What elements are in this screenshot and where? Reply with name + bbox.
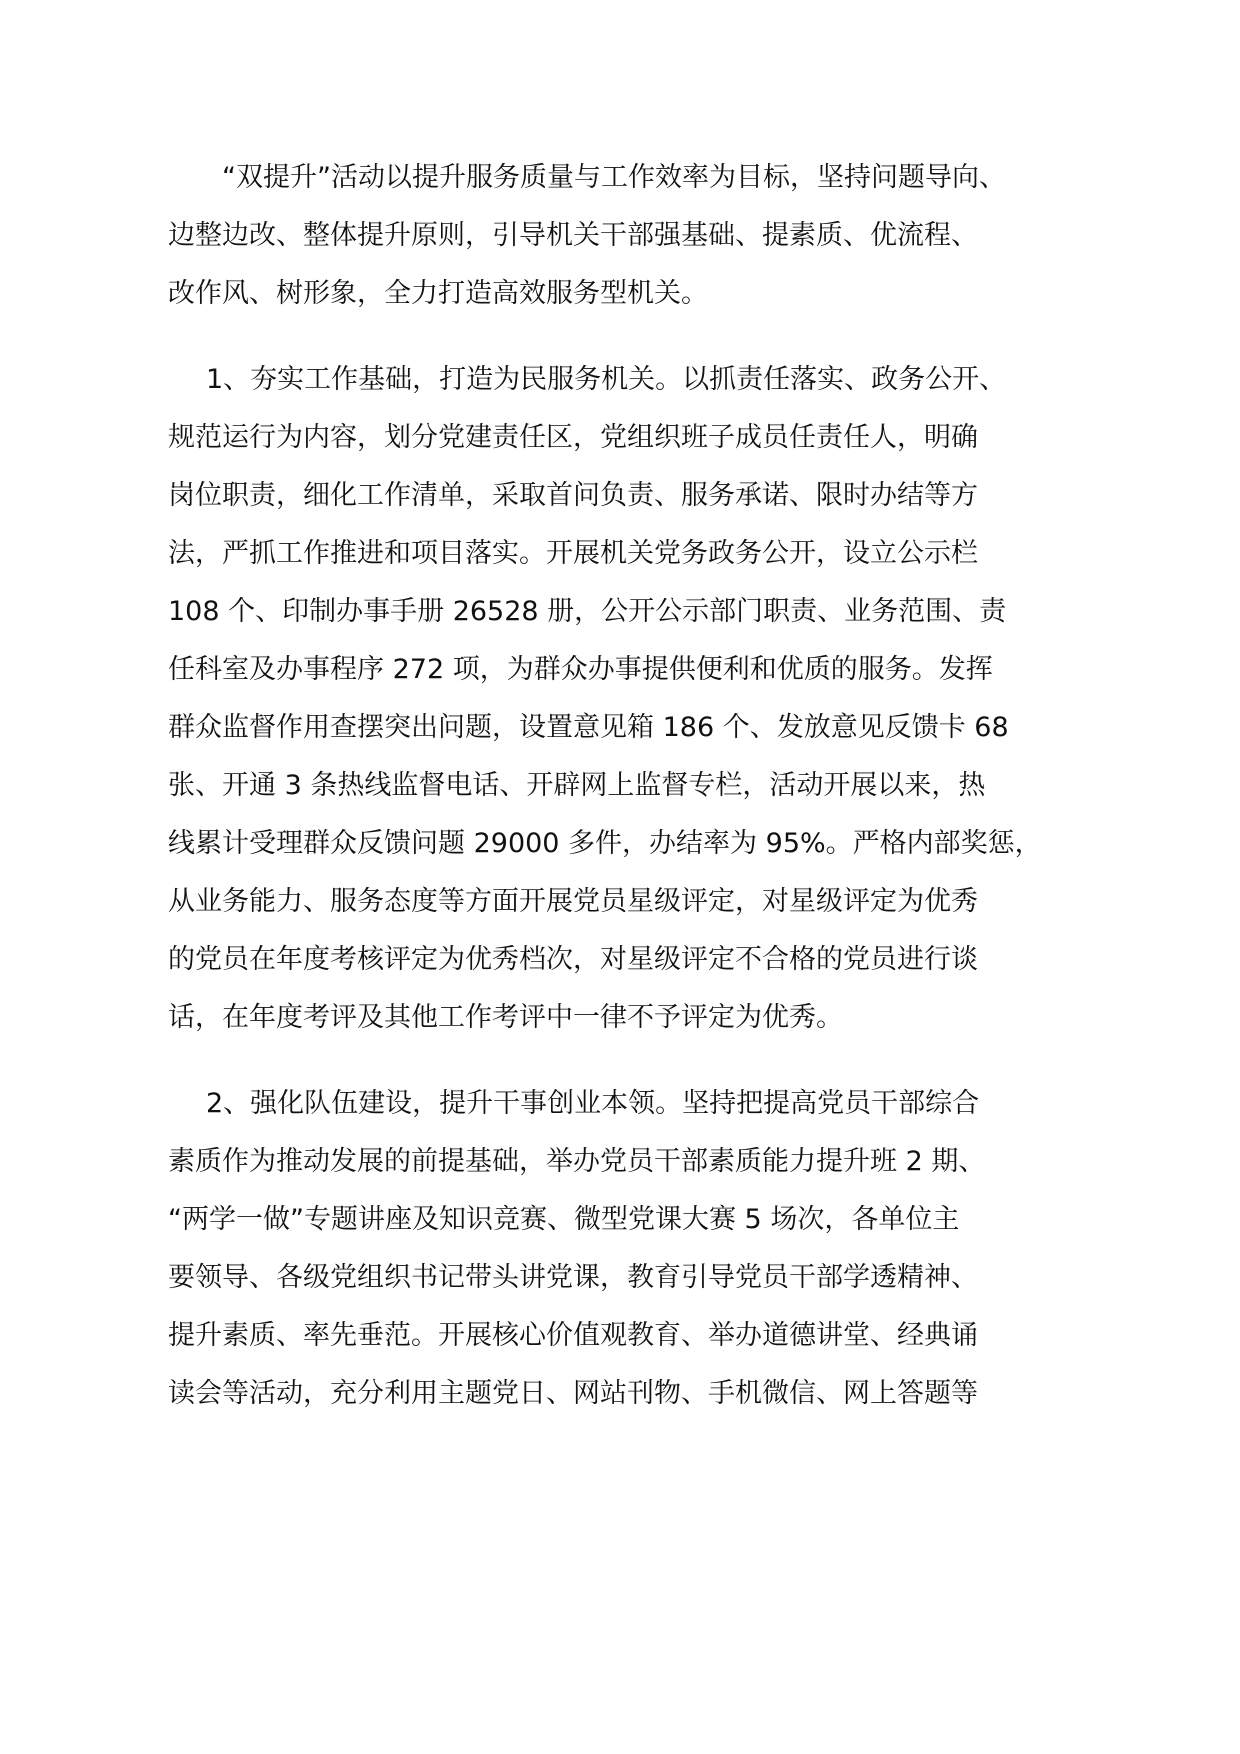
text-line: 1、夯实工作基础，打造为民服务机关。以抓责任落实、政务公开、 — [206, 364, 1007, 395]
text-line: 边整边改、整体提升原则，引导机关干部强基础、提素质、优流程、 — [168, 220, 978, 251]
text-line: 任科室及办事程序 272 项，为群众办事提供便利和优质的服务。发挥 — [168, 654, 993, 685]
text-line: “两学一做”专题讲座及知识竞赛、微型党课大赛 5 场次，各单位主 — [168, 1204, 960, 1235]
text-line: 线累计受理群众反馈问题 29000 多件，办结率为 95%。严格内部奖惩， — [168, 828, 1042, 859]
text-line: 读会等活动，充分利用主题党日、网站刊物、手机微信、网上答题等 — [168, 1378, 978, 1409]
text-line: 提升素质、率先垂范。开展核心价值观教育、举办道德讲堂、经典诵 — [168, 1320, 978, 1351]
text-line: 要领导、各级党组织书记带头讲党课，教育引导党员干部学透精神、 — [168, 1262, 978, 1293]
text-line: 法，严抓工作推进和项目落实。开展机关党务政务公开，设立公示栏 — [168, 538, 978, 569]
text-line: 群众监督作用查摆突出问题，设置意见箱 186 个、发放意见反馈卡 68 — [168, 712, 1009, 743]
text-line: “双提升”活动以提升服务质量与工作效率为目标，坚持问题导向、 — [222, 162, 1006, 193]
text-line: 2、强化队伍建设，提升干事创业本领。坚持把提高党员干部综合 — [206, 1088, 980, 1119]
text-line: 规范运行为内容，划分党建责任区，党组织班子成员任责任人，明确 — [168, 422, 978, 453]
text-line: 108 个、印制办事手册 26528 册，公开公示部门职责、业务范围、责 — [168, 596, 1007, 627]
text-line: 从业务能力、服务态度等方面开展党员星级评定，对星级评定为优秀 — [168, 886, 978, 917]
text-line: 张、开通 3 条热线监督电话、开辟网上监督专栏，活动开展以来，热 — [168, 770, 986, 801]
text-line: 话，在年度考评及其他工作考评中一律不予评定为优秀。 — [168, 1002, 843, 1033]
text-line: 改作风、树形象，全力打造高效服务型机关。 — [168, 278, 708, 309]
text-line: 岗位职责，细化工作清单，采取首问负责、服务承诺、限时办结等方 — [168, 480, 978, 511]
text-line: 素质作为推动发展的前提基础，举办党员干部素质能力提升班 2 期、 — [168, 1146, 986, 1177]
text-line: 的党员在年度考核评定为优秀档次，对星级评定不合格的党员进行谈 — [168, 944, 978, 975]
